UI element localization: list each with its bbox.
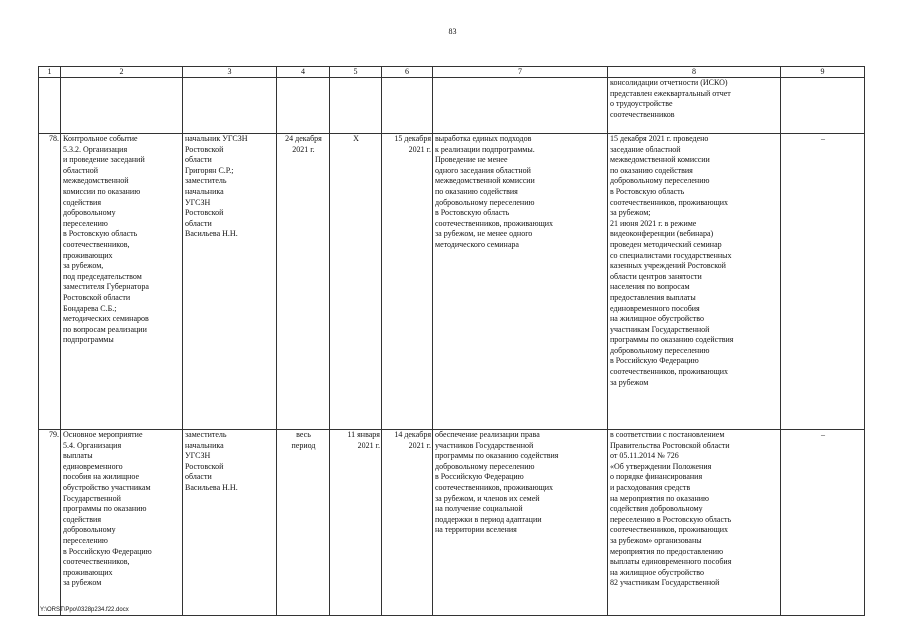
header-cell: 3: [183, 67, 277, 78]
event-name: Основное мероприятие 5.4. Организация выплаты единовременного пособия на жилищное обустройство участникам Государственной программы по оказанию содействия добровольному переселению в Российскую Федерацию соотечественников, проживающих за рубежом: [61, 430, 183, 616]
planned-end: 11 января 2021 г.: [330, 430, 382, 616]
actual-date: 14 декабря 2021 г.: [382, 430, 433, 616]
table-row: [39, 134, 865, 430]
expected-result: выработка единых подходов к реализации подпрограммы. Проведение не менее одного заседания областной межведомственной комиссии по оказанию содействия добровольному переселению в Ростовскую область соотечественников, проживающих за рубежом, не менее одного методического семинара: [433, 134, 608, 430]
header-cell: 1: [39, 67, 61, 78]
table-cell: [433, 78, 608, 134]
continuation-text: консолидации отчетности (ИСКО) представлен ежеквартальный отчет о трудоустройстве соотечественников: [608, 78, 781, 134]
header-cell: 4: [277, 67, 330, 78]
header-cell: 7: [433, 67, 608, 78]
table-row: [39, 430, 865, 616]
table-cell: [781, 78, 865, 134]
table-cell: [39, 78, 61, 134]
header-row: [39, 67, 865, 78]
row-number: 78.: [39, 134, 61, 430]
planned-start: 24 декабря 2021 г.: [277, 134, 330, 430]
page-number: 83: [448, 27, 457, 36]
actual-result: в соответствии с постановлением Правительства Ростовской области от 05.11.2014 № 726 «Об утверждении Положения о порядке финансирования и расходования средств на мероприятия по оказанию содействия добровольному переселению в Ростовскую область соотечественников, проживающих за рубежом» организованы мероприятия по предоставлению выплаты единовременного пособия на жилищное обустройство 82 участникам Государственной: [608, 430, 781, 616]
header-cell: 8: [608, 67, 781, 78]
responsible: заместитель начальника УГСЗН Ростовской области Васильева Н.Н.: [183, 430, 277, 616]
table-cell: [183, 78, 277, 134]
report-table: [38, 66, 865, 616]
event-name: Контрольное событие 5.3.2. Организация и проведение заседаний областной межведомственной комиссии по оказанию содействия добровольному переселению в Ростовскую область соотечественников, проживающих за рубежом, под председательством заместителя Губернатора Ростовской области Бондарева С.Б.; методических семинаров по вопросам реализации подпрограммы: [61, 134, 183, 430]
planned-start: весь период: [277, 430, 330, 616]
table-cell: [330, 78, 382, 134]
note: –: [781, 134, 865, 430]
table-cell: [277, 78, 330, 134]
table-cell: [61, 78, 183, 134]
actual-date: 15 декабря 2021 г.: [382, 134, 433, 430]
row-number: 79.: [39, 430, 61, 616]
continuation-row: [39, 78, 865, 134]
responsible: начальник УГСЗН Ростовской области Григорян С.Р.; заместитель начальника УГСЗН Ростовской области Васильева Н.Н.: [183, 134, 277, 430]
header-cell: 9: [781, 67, 865, 78]
header-cell: 5: [330, 67, 382, 78]
actual-result: 15 декабря 2021 г. проведено заседание областной межведомственной комиссии по оказанию содействия добровольному переселению в Ростовскую область соотечественников, проживающих за рубежом; 21 июня 2021 г. в режиме видеоконференции (вебинара) проведен методический семинар со специалистами государственных казенных учреждений Ростовской области центров занятости населения по вопросам предоставления выплаты единовременного пособия на жилищное обустройство участникам Государственной программы по оказанию содействия добровольному переселению в Российскую Федерацию соотечественников, проживающих за рубежом: [608, 134, 781, 430]
header-cell: 6: [382, 67, 433, 78]
expected-result: обеспечение реализации права участников Государственной программы по оказанию содействия добровольному переселению в Российскую Федерацию соотечественников, проживающих за рубежом, и членов их семей на получение социальной поддержки в период адаптации на территории вселения: [433, 430, 608, 616]
planned-end: X: [330, 134, 382, 430]
header-cell: 2: [61, 67, 183, 78]
note: –: [781, 430, 865, 616]
table-cell: [382, 78, 433, 134]
file-path-footer: Y:\ORST\Ppo\0328p234.f22.docx: [40, 607, 129, 613]
